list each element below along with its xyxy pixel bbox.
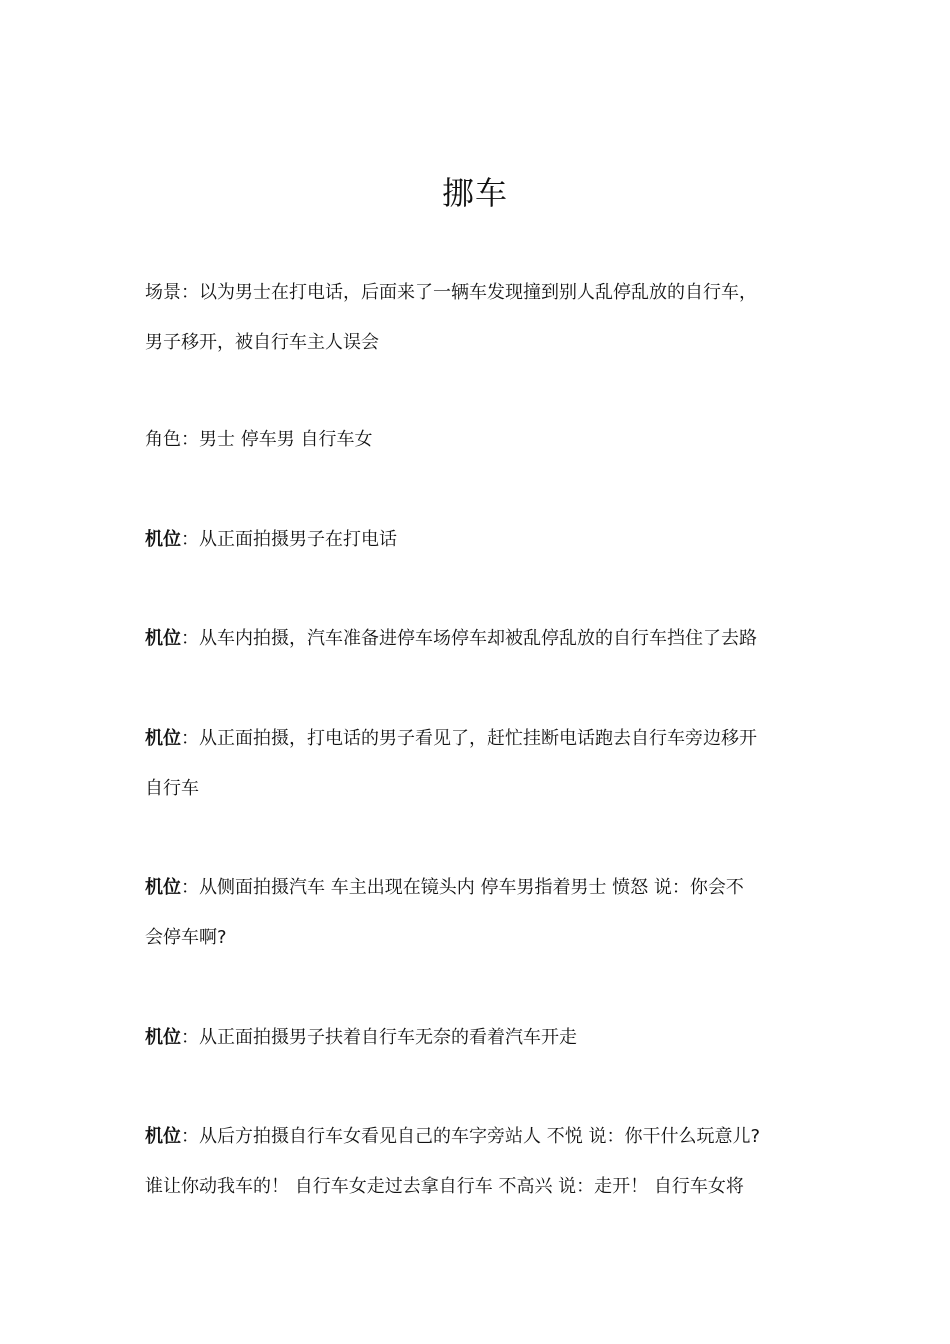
shot-label: 机位 — [145, 529, 181, 550]
shot-text: ：从正面拍摄，打电话的男子看见了，赶忙挂断电话跑去自行车旁边移开 — [181, 728, 757, 749]
shot-line — [145, 714, 825, 764]
shot-paragraph-4 — [145, 863, 825, 963]
shot-text: ：从后方拍摄自行车女看见自己的车字旁站人 不悦 说：你干什么玩意儿? — [181, 1126, 760, 1147]
shot-line — [145, 515, 825, 565]
shot-paragraph-1 — [145, 515, 825, 565]
shot-line-2: 谁让你动我车的！ 自行车女走过去拿自行车 不高兴 说：走开！ 自行车女将 — [145, 1176, 744, 1197]
shot-line — [145, 1112, 825, 1162]
shot-line — [145, 1013, 825, 1063]
shot-text: ：从正面拍摄男子在打电话 — [181, 529, 397, 550]
roles-paragraph — [145, 415, 825, 465]
scene-label: 场景 — [145, 282, 181, 303]
shot-paragraph-5 — [145, 1013, 825, 1063]
shot-line — [145, 863, 825, 913]
shot-line-2: 会停车啊? — [145, 927, 227, 948]
shot-label: 机位 — [145, 877, 181, 898]
shot-paragraph-6 — [145, 1112, 825, 1212]
shot-label: 机位 — [145, 1027, 181, 1048]
shot-label: 机位 — [145, 728, 181, 749]
roles-text: ：男士 停车男 自行车女 — [181, 429, 373, 450]
shot-line-2: 自行车 — [145, 778, 199, 799]
shot-paragraph-2 — [145, 614, 825, 664]
roles-label: 角色 — [145, 429, 181, 450]
shot-label: 机位 — [145, 628, 181, 649]
shot-paragraph-3 — [145, 714, 825, 814]
scene-line-2: 男子移开，被自行车主人误会 — [145, 332, 379, 353]
document-title: 挪车 — [441, 174, 508, 212]
shot-text: ：从侧面拍摄汽车 车主出现在镜头内 停车男指着男士 愤怒 说：你会不 — [181, 877, 744, 898]
shot-text: ：从正面拍摄男子扶着自行车无奈的看着汽车开走 — [181, 1027, 577, 1048]
shot-line — [145, 614, 825, 664]
shot-label: 机位 — [145, 1126, 181, 1147]
scene-line-1 — [145, 268, 825, 318]
shot-text: ：从车内拍摄，汽车准备进停车场停车却被乱停乱放的自行车挡住了去路 — [181, 628, 757, 649]
scene-text-1: ：以为男士在打电话，后面来了一辆车发现撞到别人乱停乱放的自行车， — [181, 282, 757, 303]
roles-line — [145, 415, 825, 465]
scene-paragraph — [145, 268, 825, 368]
